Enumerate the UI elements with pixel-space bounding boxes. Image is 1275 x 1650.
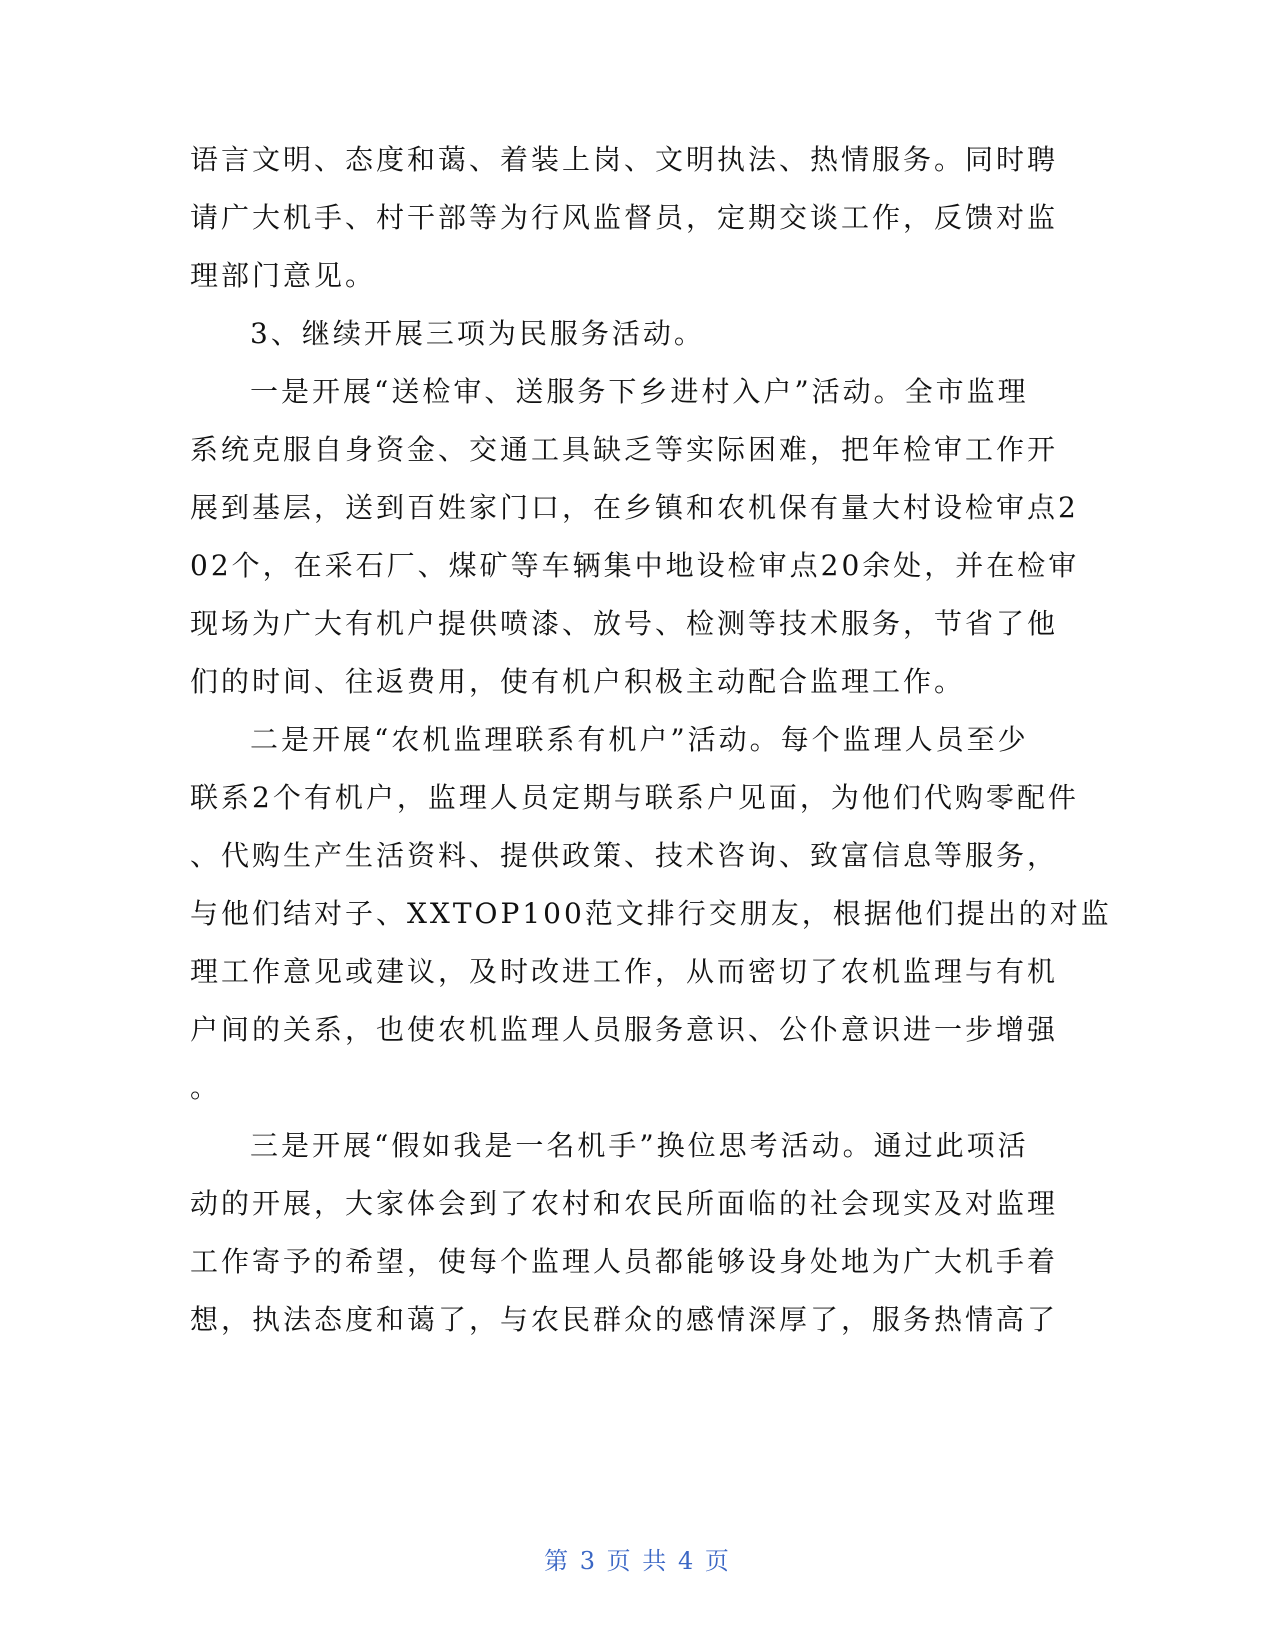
text-line: 请广大机手、村干部等为行风监督员，定期交谈工作，反馈对监 — [190, 201, 1059, 234]
text-line: 想，执法态度和蔼了，与农民群众的感情深厚了，服务热情高了 — [190, 1303, 1059, 1336]
section-heading: 3、继续开展三项为民服务活动。 — [250, 317, 705, 350]
text-line: 联系2个有机户，监理人员定期与联系户见面，为他们代购零配件 — [190, 781, 1079, 814]
text-line: 系统克服自身资金、交通工具缺乏等实际困难，把年检审工作开 — [190, 433, 1059, 466]
text-line: 理部门意见。 — [190, 259, 377, 292]
text-line: 工作寄予的希望，使每个监理人员都能够设身处地为广大机手着 — [190, 1245, 1059, 1278]
text-line: 展到基层，送到百姓家门口，在乡镇和农机保有量大村设检审点2 — [190, 491, 1079, 524]
text-line: 02个，在采石厂、煤矿等车辆集中地设检审点20余处，并在检审 — [190, 549, 1080, 582]
text-line: 二是开展“农机监理联系有机户”活动。每个监理人员至少 — [250, 723, 1029, 756]
text-line: 。 — [190, 1071, 222, 1104]
text-line: 们的时间、往返费用，使有机户积极主动配合监理工作。 — [190, 665, 966, 698]
page-number-footer: 第 3 页 共 4 页 — [544, 1547, 731, 1575]
text-line: 一是开展“送检审、送服务下乡进村入户”活动。全市监理 — [250, 375, 1029, 408]
text-line: 三是开展“假如我是一名机手”换位思考活动。通过此项活 — [250, 1129, 1029, 1162]
text-line: 户间的关系，也使农机监理人员服务意识、公仆意识进一步增强 — [190, 1013, 1059, 1046]
text-line: 动的开展，大家体会到了农村和农民所面临的社会现实及对监理 — [190, 1187, 1059, 1220]
text-line: 理工作意见或建议，及时改进工作，从而密切了农机监理与有机 — [190, 955, 1059, 988]
text-line: 、代购生产生活资料、提供政策、技术咨询、致富信息等服务， — [190, 839, 1059, 872]
text-line: 与他们结对子、XXTOP100范文排行交朋友，根据他们提出的对监 — [190, 897, 1112, 930]
text-line: 现场为广大有机户提供喷漆、放号、检测等技术服务，节省了他 — [190, 607, 1059, 640]
text-line: 语言文明、态度和蔼、着装上岗、文明执法、热情服务。同时聘 — [190, 143, 1059, 176]
